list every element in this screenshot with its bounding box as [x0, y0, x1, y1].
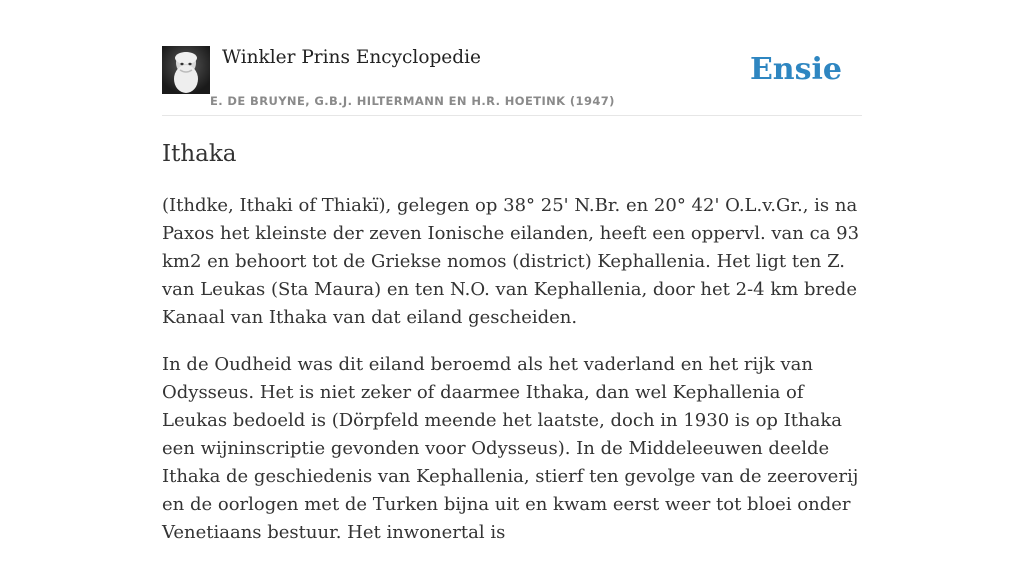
brand-logo[interactable]: Ensie: [749, 52, 842, 87]
article: [162, 138, 862, 566]
article-paragraph: In de Oudheid was dit eiland beroemd als het vaderland en het rijk van Odysseus. Het is niet zeker of daarmee Ithaka, dan wel Kephallenia of Leukas bedoeld is (Dörpfeld meende het laatste, doch in 1930 is op Ithaka een wijninscriptie gevonden voor Odysseus). In de Middeleeuwen deelde Ithaka de geschiedenis van Kephallenia, stierf ten gevolge van de zeeroverij en de oorlogen met de Turken bijna uit en kwam eerst weer tot bloei onder Venetiaans bestuur. Het inwonertal is: [162, 354, 859, 543]
author-avatar[interactable]: [162, 46, 210, 94]
portrait-photo-icon: [162, 46, 210, 94]
source-header: [162, 46, 862, 116]
article-title: Ithaka: [162, 141, 237, 167]
source-authors: E. DE BRUYNE, G.B.J. HILTERMANN EN H.R. HOETINK (1947): [210, 94, 615, 108]
site-title[interactable]: Winkler Prins Encyclopedie: [222, 47, 481, 68]
article-paragraph: (Ithdke, Ithaki of Thiakï), gelegen op 38° 25' N.Br. en 20° 42' O.L.v.Gr., is na Paxos het kleinste der zeven Ionische eilanden, heeft een oppervl. van ca 93 km2 en behoort tot de Griekse nomos (district) Kephallenia. Het ligt ten Z. van Leukas (Sta Maura) en ten N.O. van Kephallenia, door het 2-4 km brede Kanaal van Ithaka van dat eiland gescheiden.: [162, 195, 860, 328]
